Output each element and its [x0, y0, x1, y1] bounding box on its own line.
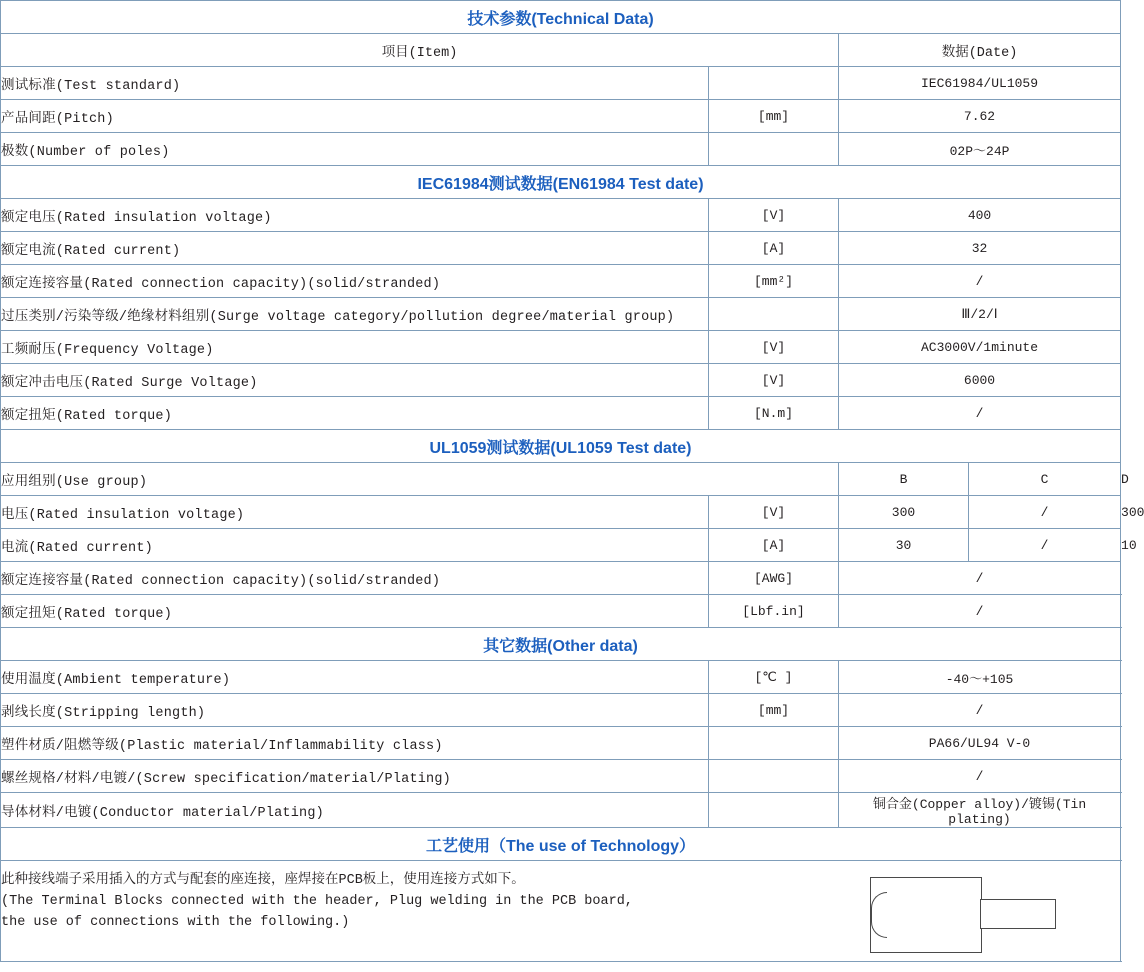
row-value: Ⅲ/2/Ⅰ — [839, 298, 1121, 331]
row-item-label: 工频耐压(Frequency Voltage) — [1, 331, 709, 364]
section-technology — [1, 828, 1121, 861]
row-value: PA66/UL94 V-0 — [839, 727, 1121, 760]
row-unit: [A] — [709, 232, 839, 265]
row-item-label: 额定连接容量(Rated connection capacity)(solid/stranded) — [1, 265, 709, 298]
row-item-label: 剥线长度(Stripping length) — [1, 694, 709, 727]
connector-body-shape — [870, 877, 982, 953]
table-row — [1, 397, 1121, 430]
row-item-label: 额定扭矩(Rated torque) — [1, 595, 709, 628]
technology-note-row — [1, 861, 1121, 962]
row-item-label: 额定电流(Rated current) — [1, 232, 709, 265]
table-row — [1, 199, 1121, 232]
row-value: IEC61984/UL1059 — [839, 67, 1121, 100]
bottom-spacer — [0, 962, 1120, 972]
row-value: AC3000V/1minute — [839, 331, 1121, 364]
use-group-c: C — [969, 463, 1121, 496]
row-item-label: 额定冲击电压(Rated Surge Voltage) — [1, 364, 709, 397]
row-item-label: 螺丝规格/材料/电镀/(Screw specification/material/Plating) — [1, 760, 709, 793]
section-title-iec-test: IEC61984测试数据(EN61984 Test date) — [1, 166, 1121, 199]
table-row — [1, 562, 1121, 595]
row-value: 7.62 — [839, 100, 1121, 133]
section-title-technical-data: 技术参数(Technical Data) — [1, 1, 1121, 34]
row-value-c: / — [969, 529, 1121, 562]
row-value-b: 300 — [839, 496, 969, 529]
section-title-ul-test: UL1059测试数据(UL1059 Test date) — [1, 430, 1121, 463]
table-row — [1, 133, 1121, 166]
row-item-label: 电压(Rated insulation voltage) — [1, 496, 709, 529]
technology-note-cell — [1, 861, 1121, 962]
row-value: / — [839, 760, 1121, 793]
row-unit: [A] — [709, 529, 839, 562]
row-value: 6000 — [839, 364, 1121, 397]
row-value: / — [839, 562, 1121, 595]
table-row: 电流(Rated current) [A] 30 / 10 — [1, 529, 1121, 562]
row-unit — [709, 760, 839, 793]
table-row — [1, 100, 1121, 133]
header-data: 数据(Date) — [839, 34, 1121, 67]
row-value: 32 — [839, 232, 1121, 265]
table-row — [1, 727, 1121, 760]
terminal-block-diagram — [870, 877, 1060, 951]
row-item-label: 电流(Rated current) — [1, 529, 709, 562]
row-unit — [709, 67, 839, 100]
table-row — [1, 760, 1121, 793]
table-row: 电压(Rated insulation voltage) [V] 300 / 300 — [1, 496, 1121, 529]
section-iec-test — [1, 166, 1121, 199]
row-value: 铜合金(Copper alloy)/镀锡(Tin plating) — [839, 793, 1121, 828]
row-item-label: 额定电压(Rated insulation voltage) — [1, 199, 709, 232]
section-other-data — [1, 628, 1121, 661]
table-row: 应用组别(Use group) B C D — [1, 463, 1121, 496]
table-row — [1, 793, 1121, 828]
technology-note-text — [1, 871, 633, 934]
note-line-1: 此种接线端子采用插入的方式与配套的座连接，座焊接在PCB板上，使用连接方式如下。 — [1, 873, 525, 888]
row-unit — [709, 727, 839, 760]
row-value: / — [839, 694, 1121, 727]
row-value: 400 — [839, 199, 1121, 232]
table-row — [1, 298, 1121, 331]
section-title-technology: 工艺使用（The use of Technology） — [1, 828, 1121, 861]
row-item-label: 额定连接容量(Rated connection capacity)(solid/stranded) — [1, 562, 709, 595]
row-unit: [V] — [709, 496, 839, 529]
table-row — [1, 67, 1121, 100]
row-item-label: 额定扭矩(Rated torque) — [1, 397, 709, 430]
row-item-label: 产品间距(Pitch) — [1, 100, 709, 133]
note-line-3: the use of connections with the following.) — [1, 914, 350, 930]
use-group-b: B — [839, 463, 969, 496]
table-row — [1, 364, 1121, 397]
row-unit: [N.m] — [709, 397, 839, 430]
header-item: 项目(Item) — [1, 34, 839, 67]
note-line-2: (The Terminal Blocks connected with the header, Plug welding in the PCB board, — [1, 893, 633, 909]
row-unit: [V] — [709, 199, 839, 232]
row-item-label: 过压类别/污染等级/绝缘材料组别(Surge voltage category/pollution degree/material group) — [1, 298, 709, 331]
row-value: / — [839, 595, 1121, 628]
section-title-other-data: 其它数据(Other data) — [1, 628, 1121, 661]
row-item-label: 测试标准(Test standard) — [1, 67, 709, 100]
row-item-label: 应用组别(Use group) — [1, 463, 839, 496]
table-header-row — [1, 34, 1121, 67]
table-row — [1, 661, 1121, 694]
row-value-b: 30 — [839, 529, 969, 562]
row-unit: [℃ ] — [709, 661, 839, 694]
row-unit — [709, 793, 839, 828]
row-item-label: 塑件材质/阻燃等级(Plastic material/Inflammability class) — [1, 727, 709, 760]
table-row — [1, 331, 1121, 364]
table-row — [1, 232, 1121, 265]
row-value: -40～+105 — [839, 661, 1121, 694]
table-row — [1, 694, 1121, 727]
row-unit — [709, 298, 839, 331]
row-unit: [mm] — [709, 100, 839, 133]
row-unit: [V] — [709, 364, 839, 397]
row-item-label: 极数(Number of poles) — [1, 133, 709, 166]
row-value: 02P～24P — [839, 133, 1121, 166]
connector-tail-shape — [980, 899, 1056, 929]
table-row — [1, 265, 1121, 298]
row-item-label: 使用温度(Ambient temperature) — [1, 661, 709, 694]
row-unit: [mm] — [709, 694, 839, 727]
row-unit: [AWG] — [709, 562, 839, 595]
section-ul-test — [1, 430, 1121, 463]
row-value-c: / — [969, 496, 1121, 529]
section-technical-data — [1, 1, 1121, 34]
row-unit — [709, 133, 839, 166]
row-item-label: 导体材料/电镀(Conductor material/Plating) — [1, 793, 709, 828]
row-unit: [V] — [709, 331, 839, 364]
table-row — [1, 595, 1121, 628]
row-unit: [mm²] — [709, 265, 839, 298]
row-value: / — [839, 397, 1121, 430]
row-value: / — [839, 265, 1121, 298]
row-unit: [Lbf.in] — [709, 595, 839, 628]
